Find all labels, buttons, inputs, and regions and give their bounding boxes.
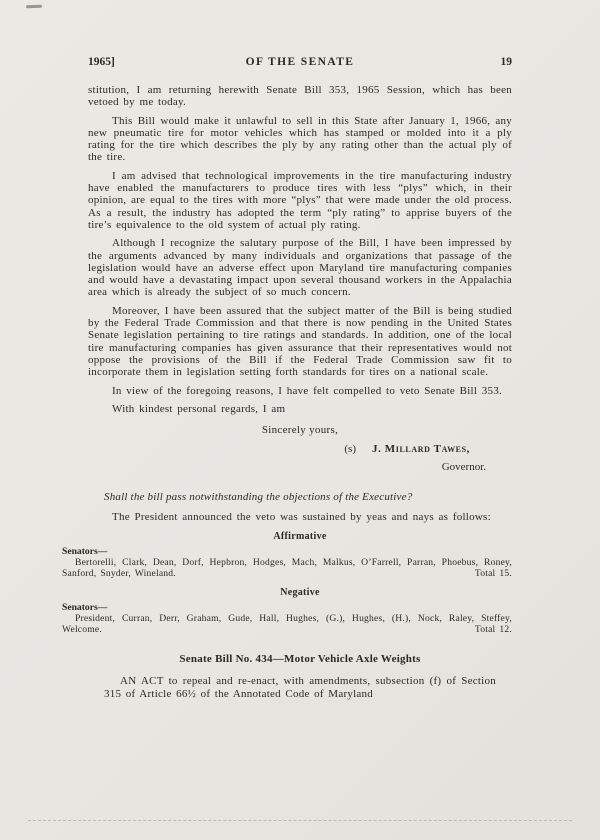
- signature-line: [88, 443, 512, 455]
- signature-name: J. Millard Tawes,: [371, 443, 470, 456]
- journal-title: OF THE SENATE: [245, 56, 355, 68]
- negative-names-text: President, Curran, Derr, Graham, Gude, Hall, Hughes, (G.), Hughes, (H.), Nock, Raley, Steffey, Welcome.: [62, 613, 512, 636]
- negative-block: [62, 602, 512, 635]
- page-content: [62, 56, 512, 701]
- affirmative-names: [62, 557, 512, 579]
- next-bill-heading: Senate Bill No. 434—Motor Vehicle Axle Weights: [179, 653, 421, 666]
- signature-prefix: (s): [344, 443, 356, 456]
- veto-paragraph: In view of the foregoing reasons, I have felt compelled to veto Senate Bill 353.: [112, 384, 503, 397]
- page-number: 19: [500, 56, 512, 68]
- veto-paragraph: With kindest personal regards, I am: [112, 402, 286, 415]
- negative-total: Total 12.: [474, 624, 512, 636]
- override-question: Shall the bill pass notwithstanding the objections of the Executive?: [104, 491, 413, 504]
- vote-announcement: The President announced the veto was sustained by yeas and nays as follows:: [112, 511, 491, 524]
- veto-paragraph: This Bill would make it unlawful to sell in this State after January 1, 1966, any new pneumatic tire for motor vehicles which has stamped or molded into it a ply rating for the tire which describes the ply by any rating other than the actual ply of the tire.: [88, 114, 512, 164]
- veto-paragraph: stitution, I am returning herewith Senate Bill 353, 1965 Session, which has been vetoed by me today.: [88, 84, 512, 109]
- signature-title: Governor.: [441, 461, 486, 474]
- closing-salutation: Sincerely yours,: [261, 424, 339, 437]
- affirmative-block: [62, 546, 512, 579]
- affirmative-heading: Affirmative: [273, 531, 327, 543]
- affirmative-senators-label: Senators—: [62, 546, 108, 558]
- scan-artifact-line: [28, 820, 572, 821]
- next-bill-text: AN ACT to repeal and re-enact, with amendments, subsection (f) of Section 315 of Article 66½ of the Annotated Code of Maryland: [104, 675, 496, 701]
- negative-senators-label: Senators—: [62, 602, 108, 614]
- veto-paragraph: I am advised that technological improvements in the tire manufacturing industry have enabled the manufacturers to produce tires with less “plys” which, in their opinion, are equal to the tires with more “plys” that were made under the old process. As a result, the industry has adopted the term “ply rating” to apprise buyers of the tire’s equivalence to the old system of actual ply rating.: [88, 169, 512, 231]
- veto-paragraph: Although I recognize the salutary purpose of the Bill, I have been impressed by the arguments advanced by many individuals and organizations that passage of the legislation would have an adverse effect upon Maryland tire manufacturing companies and would have a devastating impact upon several thousand workers in the Appalachia area which is already the subject of so much concern.: [88, 237, 512, 299]
- veto-paragraph: Moreover, I have been assured that the subject matter of the Bill is being studied by the Federal Trade Commission and that there is now pending in the United States Senate legislation pertaining to tire ratings and standards. In addition, one of the local tire manufacturing companies has given assurance that their representatives would not oppose the provisions of the Bill if the Federal Trade Commission saw fit to incorporate them in legislation setting forth standards for tires on a national scale.: [88, 304, 512, 379]
- negative-names: [62, 613, 512, 635]
- session-year: 1965]: [88, 56, 115, 68]
- affirmative-total: Total 15.: [474, 568, 512, 580]
- running-header: [88, 56, 512, 68]
- affirmative-names-text: Bertorelli, Clark, Dean, Dorf, Hepbron, Hodges, Mach, Malkus, O’Farrell, Parran, Phoebus, Roney, Sanford, Snyder, Wineland.: [62, 557, 512, 580]
- negative-heading: Negative: [280, 587, 320, 599]
- scan-artifact-speck: [26, 5, 42, 9]
